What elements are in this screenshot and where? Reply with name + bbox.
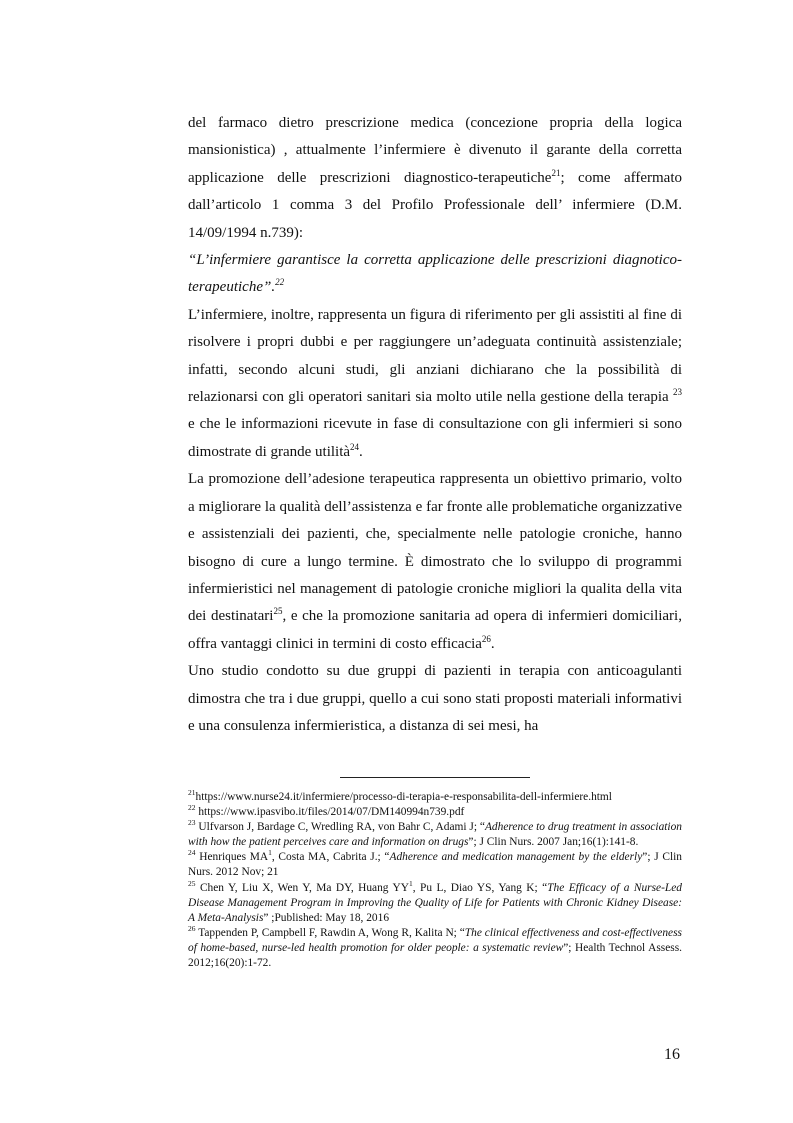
footnote-number: 24 [188, 848, 196, 858]
footnote-title: The Efficacy of a Nurse-Led Disease Management Program in Improving the Quality of Life for Patients with Chronic Kidney Disease: A Meta-Analysis [188, 881, 682, 924]
footnote-text: Chen Y, Liu X, Wen Y, Ma DY, Huang YY [195, 881, 409, 894]
footnote-link[interactable]: https://www.nurse24.it/infermiere/processo-di-terapia-e-responsabilita-dell-infermiere.html [195, 791, 612, 803]
paragraph-text: del farmaco dietro prescrizione medica (concezione propria della logica mansionistica) , attualmente l’infermiere è divenuto il garante della corretta applicazione delle prescrizioni diagnostico-terapeutiche [188, 115, 682, 186]
paragraph-text: La promozione dell’adesione terapeutica rappresenta un obiettivo primario, volto a migliorare la qualità dell’assistenza e far fronte alle problematiche organizzative e assistenziali dei pazienti, che, specialmente nelle patologie croniche, hanno bisogno di cure a lungo termine. È dimostrato che lo sviluppo di programmi infermieristici nel management di patologie croniche migliori la qualita della vita dei destinatari [188, 471, 682, 625]
footnote-title: Adherence to drug treatment in association with how the patient perceives care and information on drugs [188, 821, 682, 849]
footnote-21 [188, 790, 682, 805]
footnote-ref-25[interactable]: 25 [273, 606, 283, 617]
footnote-ref-26[interactable]: 26 [481, 633, 491, 644]
footnote-number: 26 [188, 924, 196, 934]
footnote-text: ”; J Clin Nurs. 2007 Jan;16(1):141-8. [468, 836, 639, 849]
paragraph-text: . [359, 443, 363, 460]
footnote-title: The clinical effectiveness and cost-effectiveness of home-based, nurse-led health promotion for older people: a systematic review [188, 926, 682, 954]
footnote-text: Henriques MA [195, 851, 269, 864]
footnote-title: Adherence and medication management by the elderly [389, 851, 643, 864]
footnote-22 [188, 805, 682, 820]
footnote-ref-21[interactable]: 21 [551, 167, 561, 178]
footnote-separator [340, 777, 530, 778]
footnote-text: ”; J Clin Nurs. 2012 Nov; 21 [188, 851, 682, 879]
body-text [188, 110, 682, 740]
footnote-23 [188, 820, 682, 850]
footnote-text: ” ;Published: May 18, 2016 [263, 911, 390, 924]
paragraph-study: Uno studio condotto su due gruppi di pazienti in terapia con anticoagulanti dimostra che tra i due gruppi, quello a cui sono stati proposti materiali informativi e una consulenza infermieristica, a distanza di sei mesi, ha [188, 663, 682, 734]
footnotes [188, 790, 682, 971]
paragraph-text: , e che la promozione sanitaria ad opera di infermieri domiciliari, offra vantaggi clinici in termini di costo efficacia [188, 608, 682, 652]
affiliation-mark: 1 [268, 848, 272, 858]
affiliation-mark: 1 [408, 878, 413, 888]
footnote-ref-22[interactable]: 22 [275, 277, 285, 288]
paragraph-text: . [490, 635, 495, 652]
paragraph-prescriptions [188, 110, 682, 247]
footnote-text: ”; Health Technol Assess. 2012;16(20):1-72. [188, 941, 682, 970]
footnote-number: 23 [188, 818, 196, 828]
paragraph-text: e che le informazioni ricevute in fase di consultazione con gli infermieri si sono dimostrate di grande utilità [188, 416, 682, 460]
paragraph-adherence-promotion [188, 466, 682, 658]
footnote-ref-23[interactable]: 23 [673, 387, 682, 398]
footnote-25 [188, 878, 682, 926]
footnote-ref-24[interactable]: 24 [350, 441, 360, 452]
footnote-26 [188, 926, 682, 971]
footnote-text: Ulfvarson J, Bardage C, Wredling RA, von Bahr C, Adami J; “ [195, 821, 485, 834]
footnote-number: 21 [188, 788, 196, 798]
paragraph-text: ; come affermato dall’articolo 1 comma 3 del Profilo Professionale dell’ infermiere (D.M. 14/09/1994 n.739): [188, 169, 682, 241]
footnote-text: Tappenden P, Campbell F, Rawdin A, Wong R, Kalita N; “ [195, 926, 465, 939]
quote-text: “L’infermiere garantisce la corretta applicazione delle prescrizioni diagnotico-terapeutiche”. [188, 252, 682, 296]
footnote-link[interactable]: https://www.ipasvibo.it/files/2014/07/DM140994n739.pdf [195, 806, 465, 819]
page-number: 16 [664, 1046, 680, 1063]
footnote-number: 25 [188, 878, 196, 888]
quote-paragraph [188, 247, 682, 302]
footnote-number: 22 [188, 803, 196, 813]
footnote-text: , Costa MA, Cabrita J.; “ [271, 851, 390, 864]
paragraph-reference-figure [188, 302, 682, 466]
footnote-text: , Pu L, Diao YS, Yang K; “ [412, 881, 548, 894]
paragraph-text: L’infermiere, inoltre, rappresenta un figura di riferimento per gli assistiti al fine di risolvere i propri dubbi e per raggiungere un’adeguata continuità assistenziale; infatti, secondo alcuni studi, gli anziani dichiarano che la possibilità di relazionarsi con gli operatori sanitari sia molto utile nella gestione della terapia [188, 306, 682, 406]
footnote-24 [188, 850, 682, 880]
